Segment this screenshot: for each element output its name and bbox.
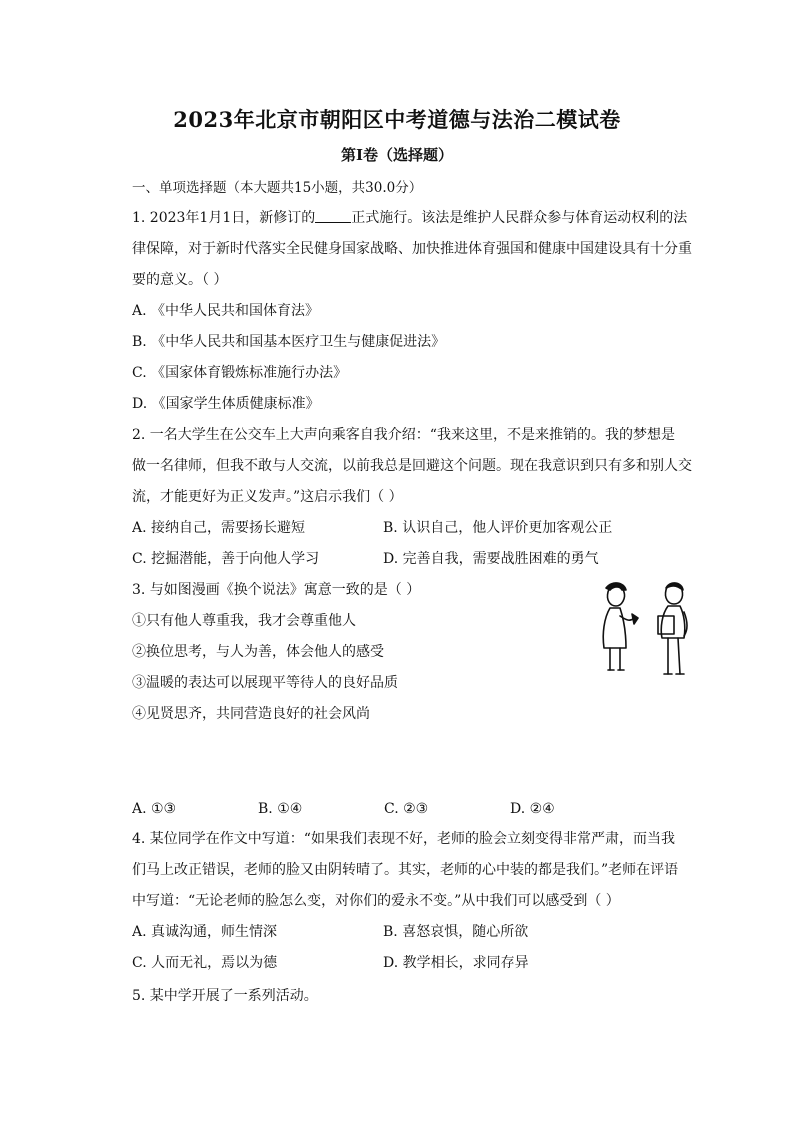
question-1-stem-line: 律保障，对于新时代落实全民健身国家战略、加快推进体育强国和健康中国建设具有十分重	[132, 241, 692, 257]
left-figure-dress	[603, 608, 626, 648]
question-3-statement-4: ④见贤思齐，共同营造良好的社会风尚	[132, 706, 370, 722]
page-title: 2023年北京市朝阳区中考道德与法治二模试卷	[173, 107, 621, 132]
question-4-stem-line: 们马上改正错误，老师的脸又由阴转晴了。其实，老师的心中装的都是我们。”老师在评语	[132, 862, 679, 878]
cartoon-illustration	[588, 578, 698, 688]
question-2-option-a: A. 接纳自己，需要扬长避短	[132, 520, 306, 536]
question-3-option-c: C. ②③	[384, 801, 429, 817]
question-5	[132, 981, 694, 1012]
question-4-option-c: C. 人而无礼，焉以为德	[132, 955, 278, 971]
question-1-option-d: D. 《国家学生体质健康标准》	[132, 396, 320, 412]
question-3-stem-line: 3. 与如图漫画《换个说法》寓意一致的是（ ）	[132, 582, 421, 598]
question-1-stem-start: 1. 2023年1月1日，新修订的	[132, 210, 316, 226]
question-4-option-b: B. 喜怒哀惧，随心所欲	[383, 924, 529, 940]
question-2-option-c: C. 挖掘潜能，善于向他人学习	[132, 551, 320, 567]
question-3-options	[132, 794, 694, 825]
section-heading: 一、单项选择题（本大题共15小题，共30.0分）	[132, 180, 423, 196]
question-4-stem-line: 4. 某位同学在作文中写道：“如果我们表现不好，老师的脸会立刻变得非常严肃，而当我	[132, 831, 675, 847]
question-1-stem-line: 要的意义。（ ）	[132, 272, 228, 288]
question-3-statement-2: ②换位思考，与人为善，体会他人的感受	[132, 644, 384, 660]
question-3-statement-1: ①只有他人尊重我，我才会尊重他人	[132, 613, 356, 629]
question-1-option-c: C. 《国家体育锻炼标准施行办法》	[132, 365, 348, 381]
question-2-options-row	[132, 513, 694, 544]
question-4-option-d: D. 教学相长，求同存异	[383, 955, 529, 971]
question-1-stem-rest: 正式施行。该法是维护人民群众参与体育运动权利的法	[351, 210, 688, 226]
question-3-options-row	[132, 794, 694, 825]
question-3-option-a: A. ①③	[132, 801, 177, 817]
fill-blank	[315, 208, 351, 223]
question-2-option-d: D. 完善自我，需要战胜困难的勇气	[383, 551, 599, 567]
question-1-stem-line	[132, 203, 694, 234]
question-1	[132, 203, 694, 420]
question-2-option-b: B. 认识自己，他人评价更加客观公正	[383, 520, 613, 536]
question-4-option-a: A. 真诚沟通，师生情深	[132, 924, 278, 940]
question-2-options-row	[132, 544, 694, 575]
part-subtitle: 第Ⅰ卷（选择题）	[340, 146, 454, 164]
question-1-option-b: B. 《中华人民共和国基本医疗卫生与健康促进法》	[132, 334, 446, 350]
question-3-option-b: B. ①④	[258, 801, 303, 817]
question-5-stem-line: 5. 某中学开展了一系列活动。	[132, 988, 318, 1004]
question-1-option-a: A. 《中华人民共和国体育法》	[132, 303, 320, 319]
question-2	[132, 420, 694, 575]
question-4-options-row	[132, 917, 694, 948]
right-figure-book	[658, 616, 674, 634]
question-4-options-row	[132, 948, 694, 979]
question-3-statement-3: ③温暖的表达可以展现平等待人的良好品质	[132, 675, 398, 691]
question-2-stem-line: 流，才能更好为正义发声。”这启示我们（ ）	[132, 489, 403, 505]
question-2-stem-line: 做一名律师，但我不敢与人交流，以前我总是回避这个问题。现在我意识到只有多和别人交	[132, 458, 692, 474]
question-4-stem-line: 中写道：“无论老师的脸怎么变，对你们的爱永不变。”从中我们可以感受到（ ）	[132, 893, 620, 909]
question-2-stem-line: 2. 一名大学生在公交车上大声向乘客自我介绍：“我来这里，不是来推销的。我的梦想是	[132, 427, 675, 443]
question-4	[132, 824, 694, 979]
question-3-option-d: D. ②④	[510, 801, 555, 817]
